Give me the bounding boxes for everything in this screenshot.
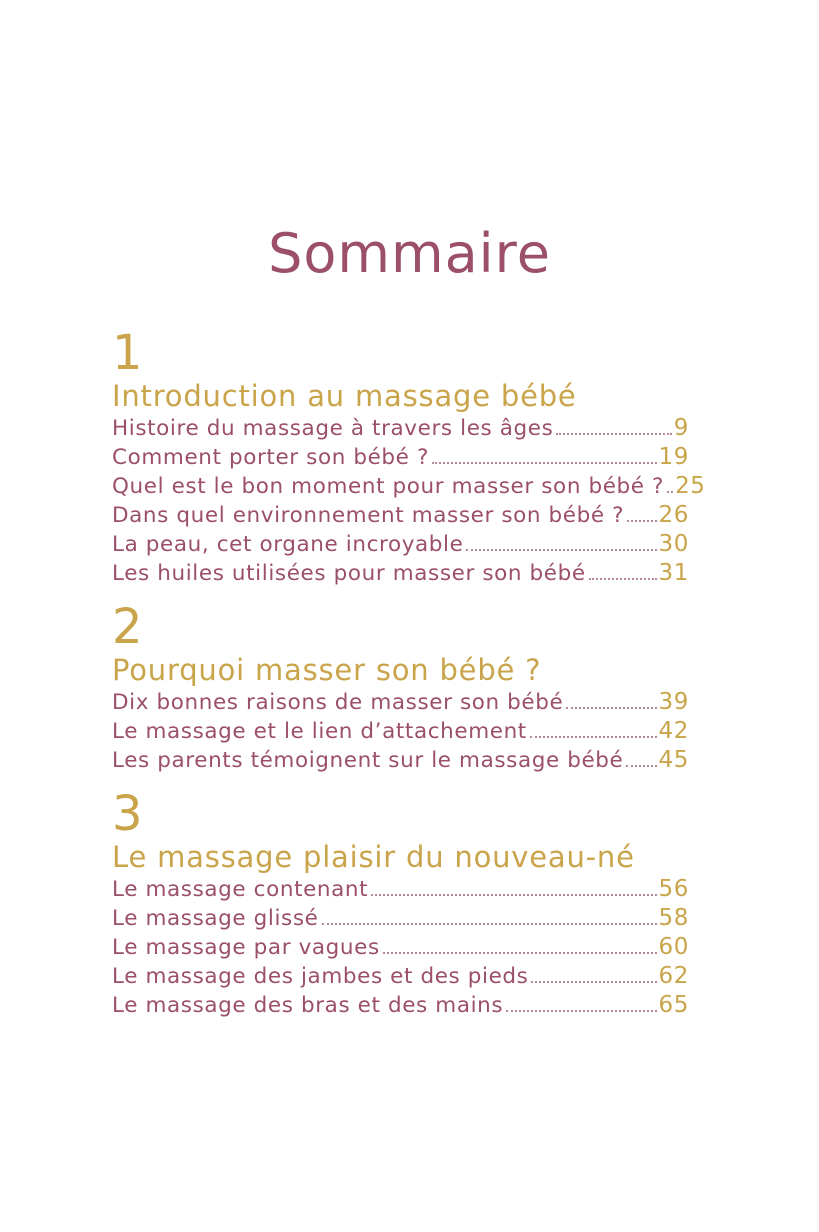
toc-entry[interactable] (112, 962, 689, 991)
dot-leader (432, 462, 657, 464)
toc-entry[interactable] (112, 991, 689, 1020)
toc-entry-page: 26 (658, 502, 689, 528)
toc-entry[interactable] (112, 414, 689, 443)
toc-entry-label: Le massage glissé (112, 906, 319, 931)
dot-leader (506, 1010, 656, 1012)
dot-leader (556, 433, 671, 435)
toc-entry-label: Les parents témoignent sur le massage bébé (112, 748, 624, 773)
toc-entry-label: Le massage et le lien d’attachement (112, 719, 527, 744)
toc-entry-label: Les huiles utilisées pour masser son bébé (112, 561, 586, 586)
toc-entry[interactable] (112, 875, 689, 904)
toc-entry-label: Histoire du massage à travers les âges (112, 416, 554, 441)
toc-entry-label: Dix bonnes raisons de masser son bébé (112, 690, 564, 715)
toc-entry-page: 31 (658, 560, 689, 586)
chapter-2 (112, 599, 689, 775)
toc-entry-label: Quel est le bon moment pour masser son bébé ? (112, 474, 665, 499)
toc-entry-page: 19 (658, 444, 689, 470)
dot-leader (383, 952, 657, 954)
toc-entry-page: 45 (658, 747, 689, 773)
toc-entry[interactable] (112, 559, 689, 588)
toc-entry-page: 25 (675, 473, 706, 499)
dot-leader (589, 578, 657, 580)
toc-entry-label: Le massage des bras et des mains (112, 993, 504, 1018)
toc-entry-page: 65 (658, 992, 689, 1018)
toc-entry-page: 42 (658, 718, 689, 744)
toc-entry[interactable] (112, 443, 689, 472)
toc-entry-page: 9 (673, 415, 689, 441)
toc-entry-label: Le massage par vagues (112, 935, 380, 960)
toc-entry-page: 62 (658, 963, 689, 989)
chapter-number: 3 (112, 786, 143, 842)
chapter-title: Pourquoi masser son bébé ? (112, 653, 542, 687)
chapter-number: 1 (112, 325, 143, 381)
toc-entry[interactable] (112, 904, 689, 933)
dot-leader (566, 707, 656, 709)
chapter-title: Le massage plaisir du nouveau-né (112, 840, 635, 874)
dot-leader (322, 923, 657, 925)
toc-entry[interactable] (112, 688, 689, 717)
chapter-title: Introduction au massage bébé (112, 379, 577, 413)
toc-entry-label: Comment porter son bébé ? (112, 445, 429, 470)
toc-entry[interactable] (112, 501, 689, 530)
chapter-1 (112, 325, 706, 588)
toc-entry-label: Dans quel environnement masser son bébé ? (112, 503, 625, 528)
chapter-number: 2 (112, 599, 143, 655)
toc-entry[interactable] (112, 472, 706, 501)
toc-entry[interactable] (112, 530, 689, 559)
toc-entry[interactable] (112, 746, 689, 775)
toc-entry-label: La peau, cet organe incroyable (112, 532, 464, 557)
toc-entry-page: 39 (658, 689, 689, 715)
toc-entry-page: 30 (658, 531, 689, 557)
dot-leader (627, 520, 656, 522)
toc-entry-page: 56 (658, 876, 689, 902)
toc-entry[interactable] (112, 933, 689, 962)
dot-leader (626, 765, 656, 767)
dot-leader (371, 894, 656, 896)
dot-leader (531, 981, 656, 983)
toc-entry-page: 60 (658, 934, 689, 960)
toc-entry-label: Le massage des jambes et des pieds (112, 964, 529, 989)
toc-entry-page: 58 (658, 905, 689, 931)
dot-leader (530, 736, 657, 738)
page-title: Sommaire (268, 222, 551, 285)
toc-entry-label: Le massage contenant (112, 877, 369, 902)
chapter-3 (112, 786, 689, 1020)
table-of-contents (112, 325, 706, 1034)
toc-entry[interactable] (112, 717, 689, 746)
dot-leader (466, 549, 656, 551)
